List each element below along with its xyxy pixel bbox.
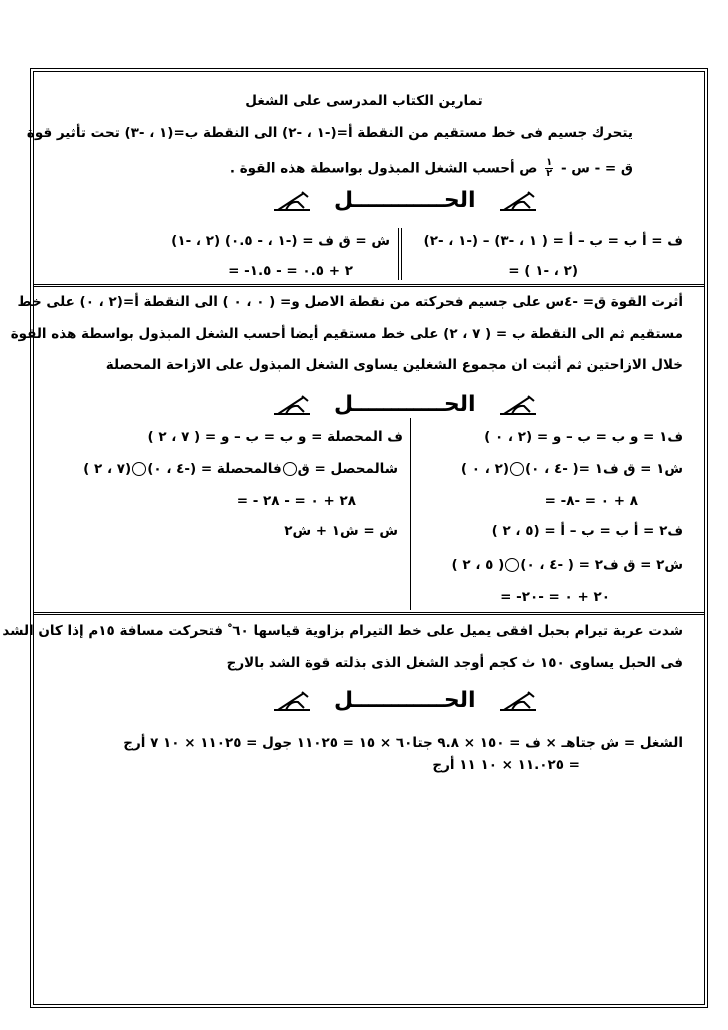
dot-product-circle: [510, 462, 524, 476]
ex2-work-sum: ش = ش١ + ش٢: [284, 523, 398, 539]
ex3-work-result: = ١١.٠٢٥ × ١٠ ١١ أرج: [432, 757, 580, 773]
ex1-displacement-result: = ( ٢ ، -١): [508, 263, 578, 279]
ex2-resultant-work-label: شالمحصل = ق: [297, 461, 398, 477]
section-divider: [34, 612, 704, 615]
ex2-resultant-work-line: [83, 460, 398, 478]
dot-product-circle: [505, 558, 519, 572]
ex2-w1-result: = -٨ + ٠ = -٨: [544, 493, 638, 509]
ex1-question-line2: [230, 158, 633, 179]
ex2-question-line1: أثرت القوة ق= -٤س على جسيم فحركته من نقطة الاصل و= ( ٠ ، ٠ ) الى النقطة أ=(٢ ، ٠) على خط: [17, 294, 683, 310]
ex2-resultant-work-force: فالمحصلة = (-٤ ، ٠): [147, 461, 282, 477]
ex1-displacement-line: ف = أ ب = ب – أ = ( ١ ، -٣) – (-١ ، -٢): [423, 233, 683, 249]
fraction-numerator: ١: [546, 157, 553, 168]
ex2-d2-line: ف٢ = أ ب = ب – أ = (٥ ، ٢ ): [491, 523, 683, 539]
ex1-question-line1: يتحرك جسيم فى خط مستقيم من النقطة أ=(-١ ، -٢) الى النقطة ب=(١ ، -٣) تحت تأثير قوة: [26, 125, 633, 141]
pen-hand-icon: [272, 394, 312, 416]
solution-label: الحــــــــــــل: [334, 688, 476, 713]
ex3-solution-heading: [272, 688, 538, 713]
ex1-half-fraction: [545, 158, 553, 179]
pen-hand-icon: [498, 190, 538, 212]
fraction-denominator: ٢: [546, 168, 553, 179]
ex2-question-line3: خلال الازاحتين ثم أثبت ان مجموع الشغلين يساوى الشغل المبذول على الازاحة المحصلة: [105, 357, 683, 373]
ex1-force-expression: ق = - س -: [560, 160, 633, 177]
solution-label: الحــــــــــــل: [334, 392, 476, 417]
ex2-resultant-displacement: ف المحصلة = و ب = ب – و = ( ٧ ، ٢ ): [147, 429, 403, 445]
pen-hand-icon: [498, 394, 538, 416]
ex3-work-line: الشغل = ش جتاهـ × ف = ١٥٠ × ٩.٨ جتا٦٠ × ١٥ = ١١٠٢٥ جول = ١١٠٢٥ × ١٠ ٧ أرج: [123, 735, 683, 751]
ex2-w2-force: ش٢ = ق ف٢ = ( -٤ ، ٠): [520, 557, 683, 573]
section-divider: [34, 284, 704, 287]
pen-hand-icon: [272, 190, 312, 212]
ex1-question-text: ص أحسب الشغل المبذول بواسطة هذه القوة .: [229, 160, 538, 177]
ex2-resultant-work-displacement: (٧ ، ٢ ): [83, 461, 132, 477]
ex2-resultant-work-result: = - ٢٨ + ٠ = - ٢٨: [236, 493, 356, 509]
ex2-w2-result: = -٢٠ + ٠ = -٢٠: [500, 589, 610, 605]
ex2-w1-force: ش١ = ق ف١ =( -٤ ، ٠): [525, 461, 683, 477]
dot-product-circle: [283, 462, 297, 476]
ex2-solution-heading: [272, 392, 538, 417]
solution-label: الحــــــــــــل: [334, 188, 476, 213]
ex2-w1-line: [461, 460, 683, 478]
ex1-work-line: ش = ق ف = (-١ ، - ٠.٥) (٢ ، -١): [171, 233, 390, 249]
ex3-question-line2: فى الحبل يساوى ١٥٠ ث كجم أوجد الشغل الذى بذلته قوة الشد بالارج: [226, 655, 683, 671]
ex1-solution-heading: [272, 188, 538, 213]
ex2-column-divider: [410, 418, 411, 610]
ex3-question-line1: شدت عربة تيرام بحبل افقى يميل على خط التيرام بزاوية قياسها ٦٠ ْ فتحركت مسافة ١٥م إذا كان الشد: [2, 623, 683, 639]
ex2-w1-displacement: (٢ ، ٠ ): [460, 461, 509, 477]
page-title: تمارين الكتاب المدرسى على الشغل: [245, 93, 483, 109]
ex2-w2-displacement: ( ٥ ، ٢ ): [451, 557, 505, 573]
ex2-w2-line: [452, 556, 683, 574]
pen-hand-icon: [498, 690, 538, 712]
ex2-d1-line: ف١ = و ب = ب – و = (٢ ، ٠ ): [484, 429, 683, 445]
ex1-column-divider: [398, 228, 402, 280]
ex1-work-result: = -٢ + ٠.٥ = - ١.٥: [228, 263, 353, 279]
pen-hand-icon: [272, 690, 312, 712]
ex2-question-line2: مستقيم ثم الى النقطة ب = ( ٧ ، ٢) على خط مستقيم أيضا أحسب الشغل المبذول بواسطة هذه القوة: [10, 326, 683, 342]
dot-product-circle: [132, 462, 146, 476]
